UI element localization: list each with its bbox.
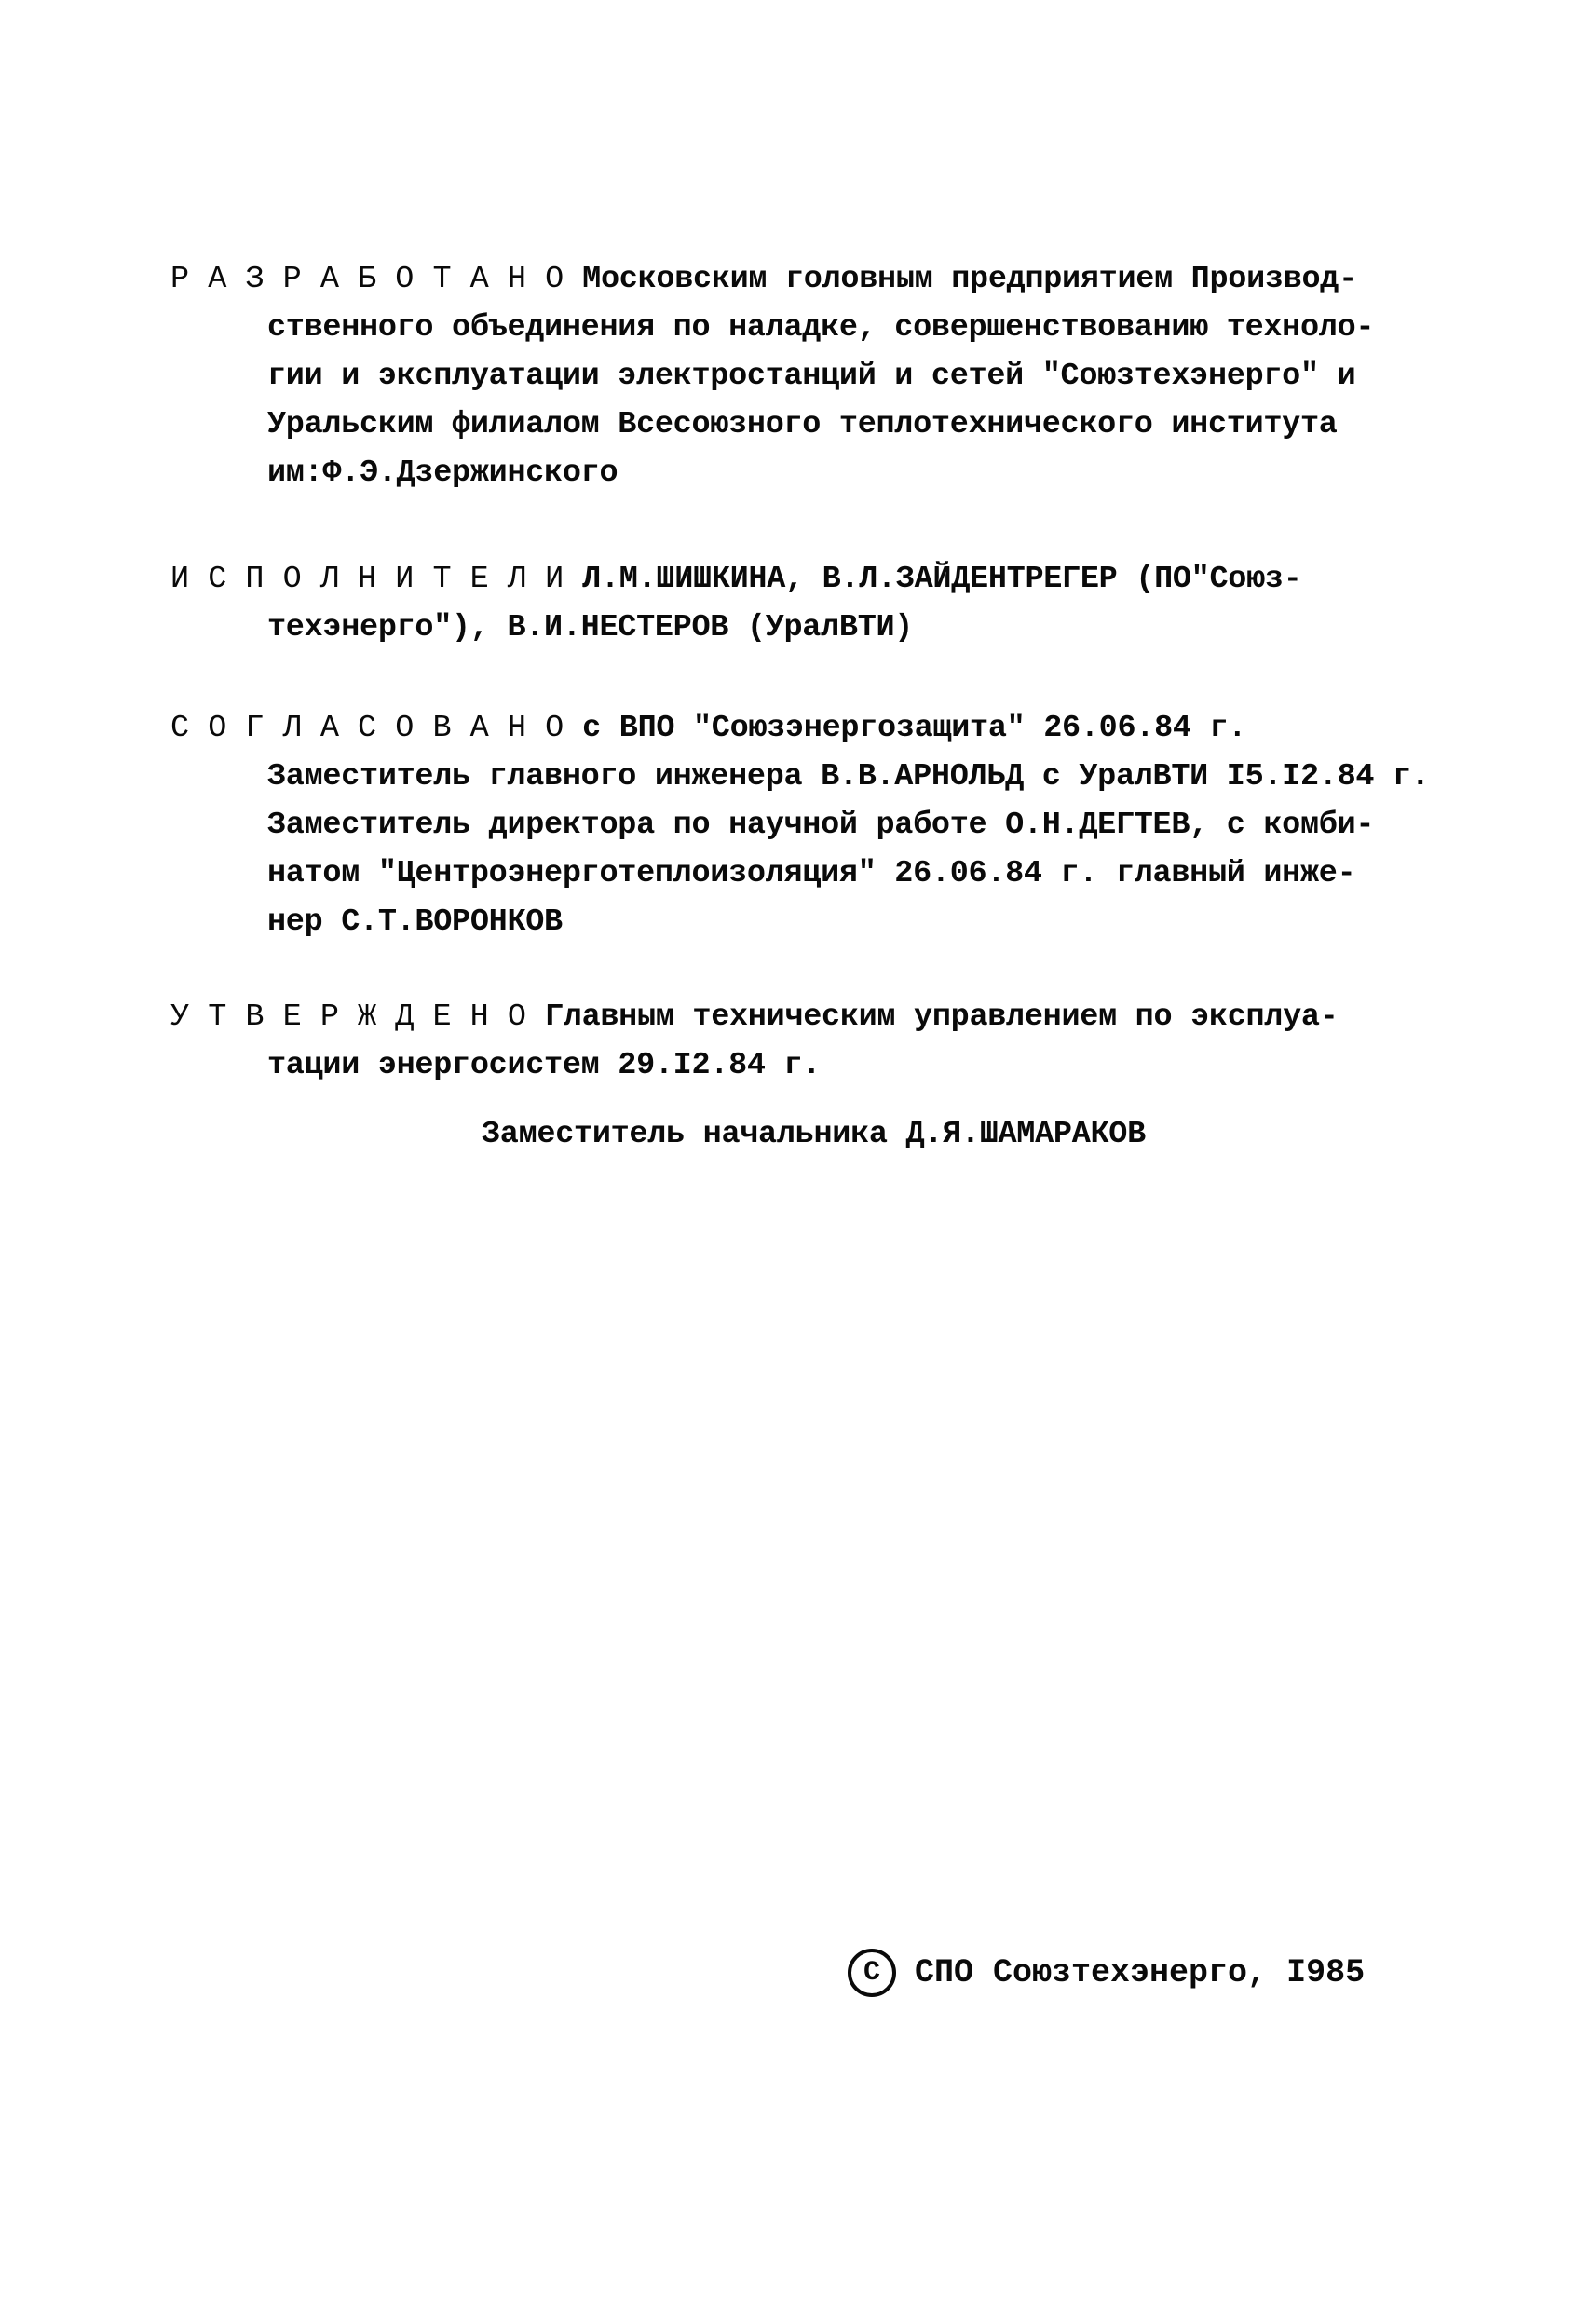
developed-line-5: им:Ф.Э.Дзержинского bbox=[267, 455, 619, 491]
developed-line-4: Уральским филиалом Всесоюзного теплотехнического института bbox=[267, 407, 1338, 442]
performers-section bbox=[170, 555, 1512, 652]
agreed-label: С О Г Л А С О В А Н О bbox=[170, 711, 564, 746]
approved-section bbox=[170, 993, 1512, 1090]
developed-label: Р А З Р А Б О Т А Н О bbox=[170, 262, 564, 297]
agreed-line-4: натом "Центроэнерготеплоизоляция" 26.06.84 г. главный инже- bbox=[267, 856, 1356, 891]
agreed-line-2: Заместитель главного инженера В.В.АРНОЛЬД с УралВТИ I5.I2.84 г. bbox=[267, 759, 1430, 795]
agreed-section bbox=[170, 704, 1512, 946]
approved-line-2: тации энергосистем 29.I2.84 г. bbox=[267, 1048, 822, 1083]
agreed-text: с ВПО "Союзэнергозащита" 26.06.84 г. bbox=[582, 711, 1247, 746]
copyright-icon: C bbox=[848, 1949, 896, 1997]
agreed-line-5: нер С.Т.ВОРОНКОВ bbox=[267, 904, 563, 940]
approved-text: Главным техническим управлением по эксплуа- bbox=[544, 999, 1339, 1035]
approved-label: У Т В Е Р Ж Д Е Н О bbox=[170, 999, 526, 1035]
copyright-notice bbox=[848, 1947, 1365, 1999]
performers-label: И С П О Л Н И Т Е Л И bbox=[170, 562, 564, 597]
developed-line-2: ственного объединения по наладке, совершенствованию техноло- bbox=[267, 310, 1375, 346]
developed-text: Московским головным предприятием Производ- bbox=[582, 262, 1357, 297]
approved-line-1 bbox=[170, 993, 1512, 1041]
performers-line-2: техэнерго"), В.И.НЕСТЕРОВ (УралВТИ) bbox=[267, 610, 914, 646]
approved-signatory: Заместитель начальника Д.Я.ШАМАРАКОВ bbox=[482, 1117, 1146, 1152]
performers-text: Л.М.ШИШКИНА, В.Л.ЗАЙДЕНТРЕГЕР (ПО"Союз- bbox=[582, 562, 1302, 597]
developed-section bbox=[170, 255, 1512, 497]
agreed-line-3: Заместитель директора по научной работе О.Н.ДЕГТЕВ, с комби- bbox=[267, 808, 1375, 843]
performers-line-1 bbox=[170, 555, 1512, 604]
copyright-text: СПО Союзтехэнерго, I985 bbox=[915, 1954, 1366, 1991]
developed-line-1 bbox=[170, 255, 1512, 304]
agreed-line-1 bbox=[170, 704, 1512, 753]
developed-line-3: гии и эксплуатации электростанций и сетей "Союзтехэнерго" и bbox=[267, 359, 1356, 394]
